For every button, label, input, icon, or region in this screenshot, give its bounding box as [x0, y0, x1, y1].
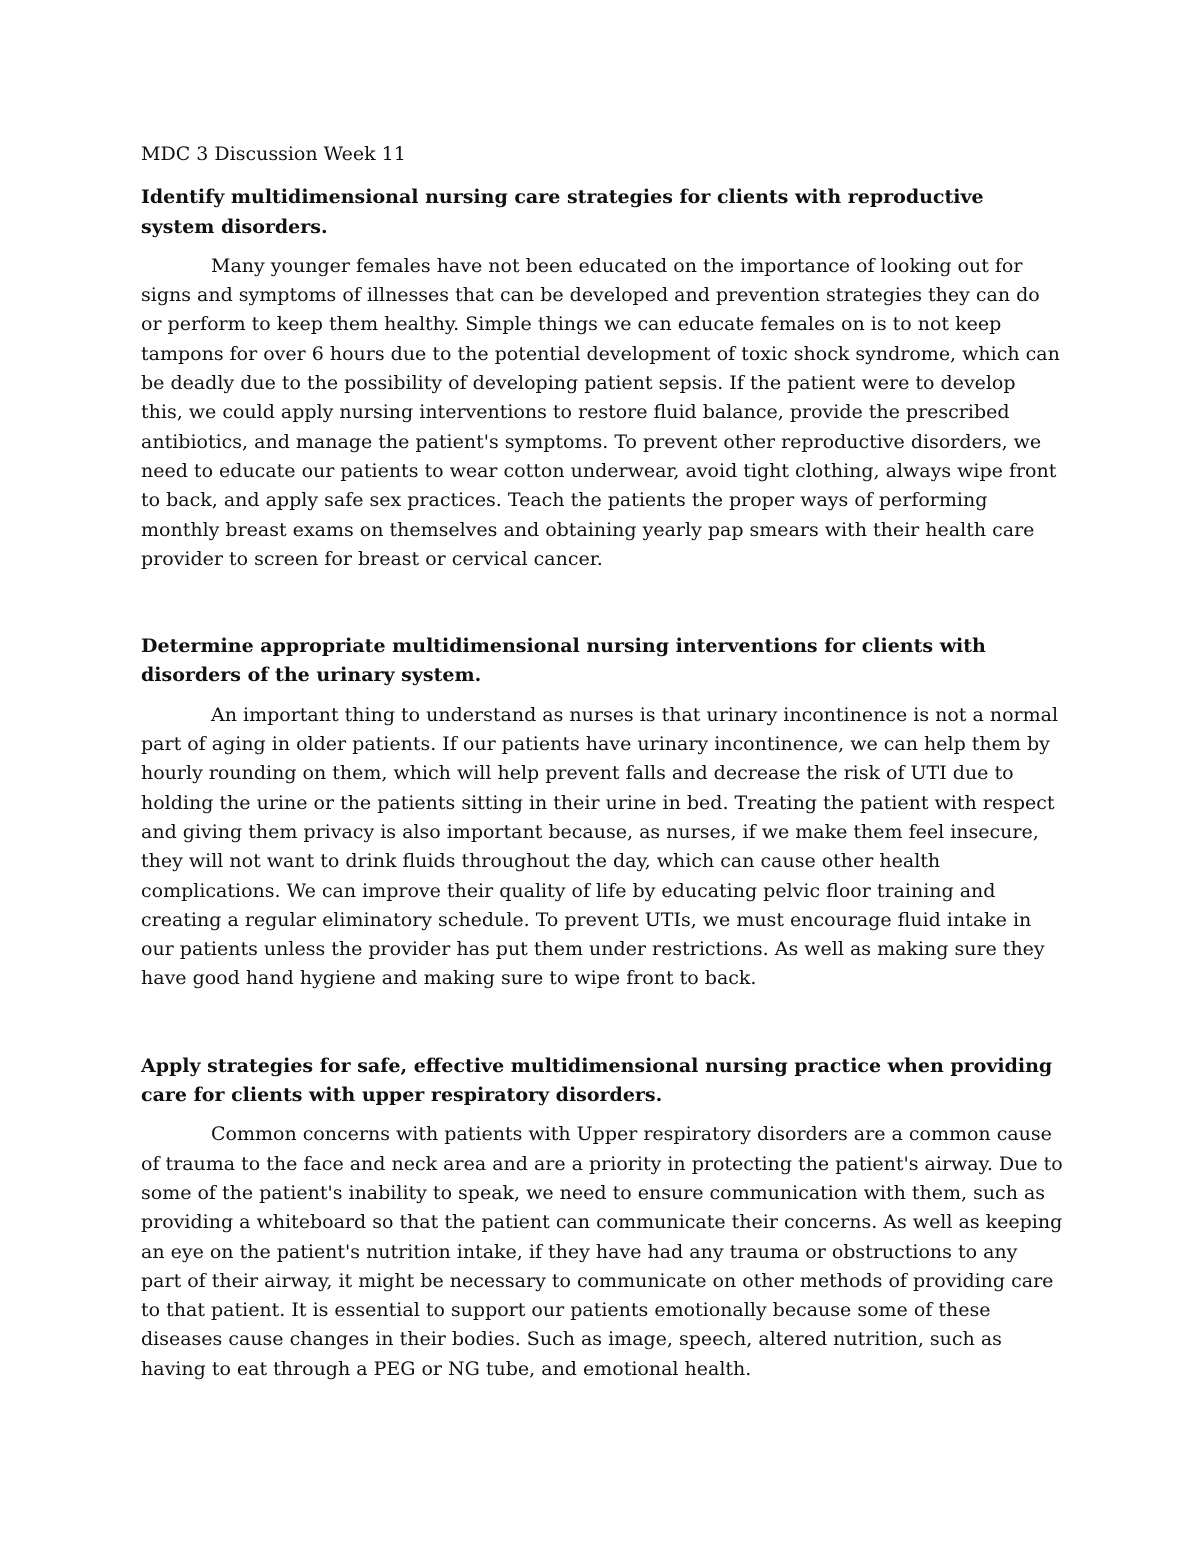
document-title: MDC 3 Discussion Week 11 [141, 143, 406, 165]
section-respiratory [141, 1052, 1063, 1384]
section-reproductive [141, 183, 1063, 574]
question-heading: Determine appropriate multidimensional nursing interventions for clients with disorders of the urinary system. [141, 635, 986, 687]
answer-paragraph: An important thing to understand as nurses is that urinary incontinence is not a normal part of aging in older patients. If our patients have urinary incontinence, we can help them by hourly rounding on them, which will help prevent falls and decrease the risk of UTI due to holding the urine or the patients sitting in their urine in bed. Treating the patient with respect and giving them privacy is also important because, as nurses, if we make them feel insecure, they will not want to drink fluids throughout the day, which can cause other health complications. We can improve their quality of life by educating pelvic floor training and creating a regular eliminatory schedule. To prevent UTIs, we must encourage fluid intake in our patients unless the provider has put them under restrictions. As well as making sure they have good hand hygiene and making sure to wipe front to back. [141, 703, 1059, 990]
question-heading: Apply strategies for safe, effective multidimensional nursing practice when providing care for clients with upper respiratory disorders. [141, 1054, 1053, 1107]
answer-paragraph: Many younger females have not been educated on the importance of looking out for signs and symptoms of illnesses that can be developed and prevention strategies they can do or perform to keep them healthy. Simple things we can educate females on is to not keep tampons for over 6 hours due to the potential development of toxic shock syndrome, which can be deadly due to the possibility of developing patient sepsis. If the patient were to develop this, we could apply nursing interventions to restore fluid balance, provide the prescribed antibiotics, and manage the patient's symptoms. To prevent other reproductive disorders, we need to educate our patients to wear cotton underwear, avoid tight clothing, always wipe front to back, and apply safe sex practices. Teach the patients the proper ways of performing monthly breast exams on themselves and obtaining yearly pap smears with their health care provider to screen for breast or cervical cancer. [141, 254, 1060, 570]
section-urinary [141, 632, 1063, 994]
answer-paragraph: Common concerns with patients with Upper respiratory disorders are a common cause of trauma to the face and neck area and are a priority in protecting the patient's airway. Due to some of the patient's inability to speak, we need to ensure communication with them, such as providing a whiteboard so that the patient can communicate their concerns. As well as keeping an eye on the patient's nutrition intake, if they have had any trauma or obstructions to any part of their airway, it might be necessary to communicate on other methods of providing care to that patient. It is essential to support our patients emotionally because some of these diseases cause changes in their bodies. Such as image, speech, altered nutrition, such as having to eat through a PEG or NG tube, and emotional health. [141, 1123, 1063, 1380]
document-page [141, 140, 1063, 1384]
question-heading: Identify multidimensional nursing care strategies for clients with reproductive system disorders. [141, 186, 984, 238]
